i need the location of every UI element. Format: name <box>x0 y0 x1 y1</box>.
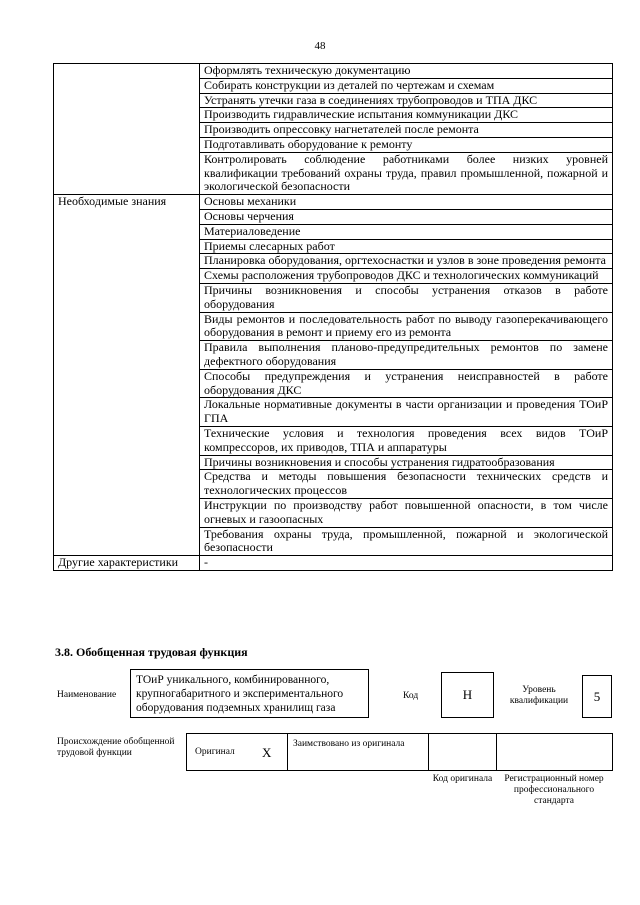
knowledge-item: Локальные нормативные документы в части организации и проведения ТОиР ГПА <box>200 398 613 427</box>
knowledge-item: Основы черчения <box>200 209 613 224</box>
borrowed-cell <box>287 733 429 771</box>
skill-item: Устранять утечки газа в соединениях трубопроводов и ТПА ДКС <box>200 93 613 108</box>
other-label: Другие характеристики <box>54 556 200 571</box>
code-caption: Код оригинала <box>432 774 493 784</box>
skill-item: Оформлять техническую документацию <box>200 64 613 79</box>
knowledge-item: Приемы слесарных работ <box>200 239 613 254</box>
knowledge-item: Способы предупреждения и устранения неисправностей в работе оборудования ДКС <box>200 369 613 398</box>
borrowed-label: Заимствовано из оригинала <box>293 739 405 749</box>
skill-item: Собирать конструкции из деталей по чертежам и схемам <box>200 78 613 93</box>
origin-label: Происхождение обобщенной трудовой функции <box>57 737 175 758</box>
original-mark: X <box>262 745 272 760</box>
function-name-value: ТОиР уникального, комбинированного, крупногабаритного и экспериментального оборудования подземных хранилищ газа <box>136 674 344 714</box>
level-value-box <box>582 675 612 718</box>
knowledge-item: Планировка оборудования, оргтехоснастки и узлов в зоне проведения ремонта <box>200 254 613 269</box>
level-label: Уровень квалификации <box>509 685 569 706</box>
table-row <box>54 64 613 79</box>
knowledge-item: Технические условия и технология проведения всех видов ТОиР компрессоров, их приводов, ТПА и аппаратуры <box>200 426 613 455</box>
knowledge-item: Виды ремонтов и последовательность работ по выводу газоперекачивающего оборудования в ремонт и приему его из ремонта <box>200 312 613 341</box>
knowledge-item: Основы механики <box>200 195 613 210</box>
function-name-box <box>130 669 369 718</box>
code-value-box <box>441 672 494 718</box>
knowledge-item: Требования охраны труда, промышленной, пожарной и экологической безопасности <box>200 527 613 556</box>
level-value: 5 <box>593 688 601 704</box>
code-value: H <box>462 687 473 702</box>
original-cell <box>186 733 288 771</box>
table-row <box>54 195 613 210</box>
labor-function-table <box>53 63 613 571</box>
other-value: - <box>200 556 613 571</box>
knowledge-item: Средства и методы повышения безопасности технических средств и технологических процессов <box>200 470 613 499</box>
knowledge-label: Необходимые знания <box>54 195 200 556</box>
reg-caption: Регистрационный номер профессионального стандарта <box>504 774 604 806</box>
skill-item: Производить опрессовку нагнетателей после ремонта <box>200 123 613 138</box>
skill-item: Подготавливать оборудование к ремонту <box>200 137 613 152</box>
name-label: Наименование <box>57 690 117 700</box>
knowledge-item: Правила выполнения планово-предупредительных ремонтов по замене дефектного оборудования <box>200 341 613 370</box>
code-label: Код <box>403 691 419 701</box>
table-row <box>54 556 613 571</box>
section-heading: 3.8. Обобщенная трудовая функция <box>55 645 248 659</box>
knowledge-item: Причины возникновения и способы устранения гидратообразования <box>200 455 613 470</box>
original-label: Оригинал <box>195 747 235 757</box>
skill-item: Производить гидравлические испытания коммуникации ДКС <box>200 108 613 123</box>
original-code-cell <box>428 733 497 771</box>
page-number: 48 <box>314 40 326 52</box>
reg-number-cell <box>496 733 613 771</box>
knowledge-item: Материаловедение <box>200 224 613 239</box>
knowledge-item: Инструкции по производству работ повышенной опасности, в том числе огневых и газоопасных <box>200 498 613 527</box>
knowledge-item: Схемы расположения трубопроводов ДКС и технологических коммуникаций <box>200 269 613 284</box>
knowledge-item: Причины возникновения и способы устранения отказов в работе оборудования <box>200 283 613 312</box>
skill-item: Контролировать соблюдение работниками более низких уровней квалификации требований охраны труда, правил промышленной, пожарной и экологической безопасности <box>200 152 613 194</box>
skills-label-cell <box>54 64 200 195</box>
